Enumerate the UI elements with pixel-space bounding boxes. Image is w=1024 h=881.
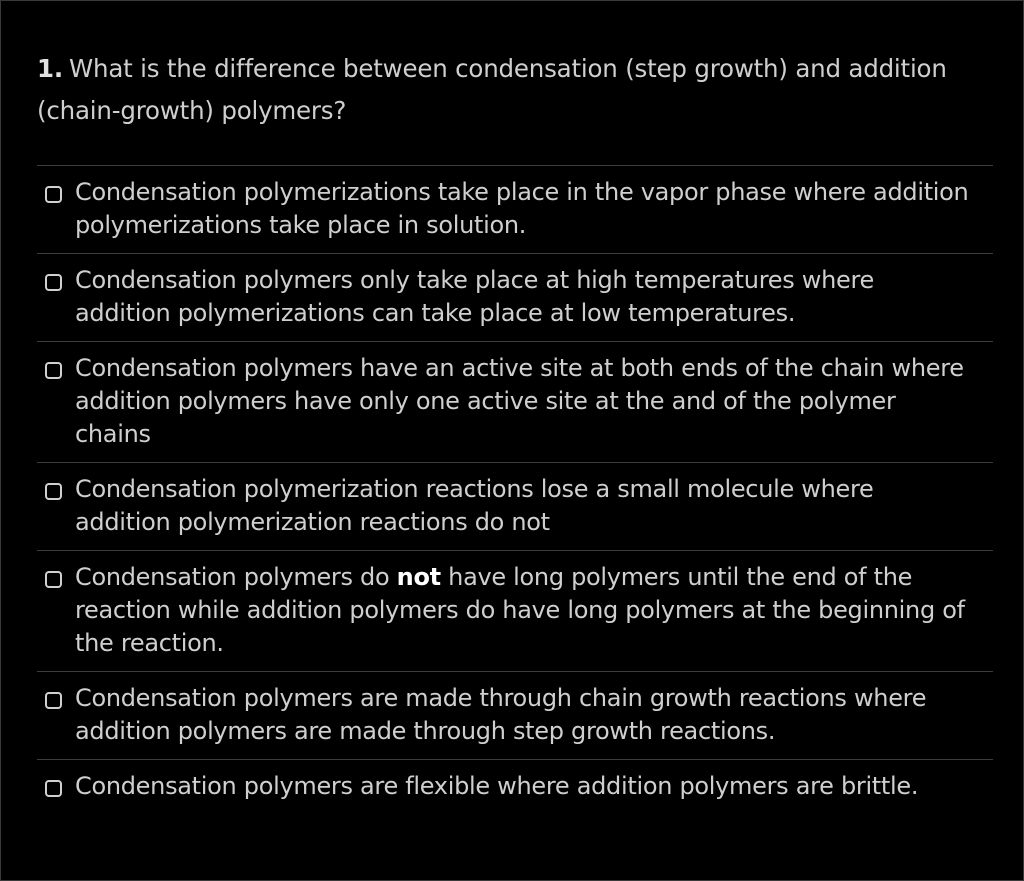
checkbox-icon[interactable] — [45, 362, 62, 379]
answer-option-2[interactable] — [37, 253, 993, 341]
question-text: What is the difference between condensation (step growth) and addition (chain-growth) polymers? — [37, 54, 947, 125]
answer-option-5[interactable] — [37, 550, 993, 671]
checkbox-icon[interactable] — [45, 483, 62, 500]
answer-option-3[interactable] — [37, 341, 993, 462]
option-label: Condensation polymers only take place at high temperatures where addition polymerizations can take place at low temperatures. — [75, 266, 874, 327]
answer-option-6[interactable] — [37, 671, 993, 759]
option-label: Condensation polymers are flexible where addition polymers are brittle. — [75, 772, 919, 800]
option-label-part: Condensation polymers do — [75, 563, 397, 591]
checkbox-icon[interactable] — [45, 692, 62, 709]
checkbox-icon[interactable] — [45, 780, 62, 797]
answer-option-4[interactable] — [37, 462, 993, 550]
checkbox-icon[interactable] — [45, 571, 62, 588]
option-label: Condensation polymers have an active site at both ends of the chain where addition polymers have only one active site at the and of the polymer chains — [75, 354, 964, 448]
option-label: Condensation polymerization reactions lose a small molecule where addition polymerization reactions do not — [75, 475, 874, 536]
checkbox-icon[interactable] — [45, 274, 62, 291]
answer-option-1[interactable] — [37, 165, 993, 253]
option-label: Condensation polymers are made through chain growth reactions where addition polymers are made through step growth reactions. — [75, 684, 927, 745]
checkbox-icon[interactable] — [45, 186, 62, 203]
question-prompt — [37, 48, 987, 132]
question-number: 1. — [37, 54, 63, 83]
option-label-part: have long polymers until the end of the reaction while addition polymers do have long polymers at the beginning of the reaction. — [75, 563, 965, 657]
answer-option-7[interactable] — [37, 759, 993, 814]
answer-options — [37, 165, 993, 814]
option-emphasis: not — [396, 563, 441, 591]
option-label: Condensation polymerizations take place in the vapor phase where addition polymerizations take place in solution. — [75, 178, 969, 239]
